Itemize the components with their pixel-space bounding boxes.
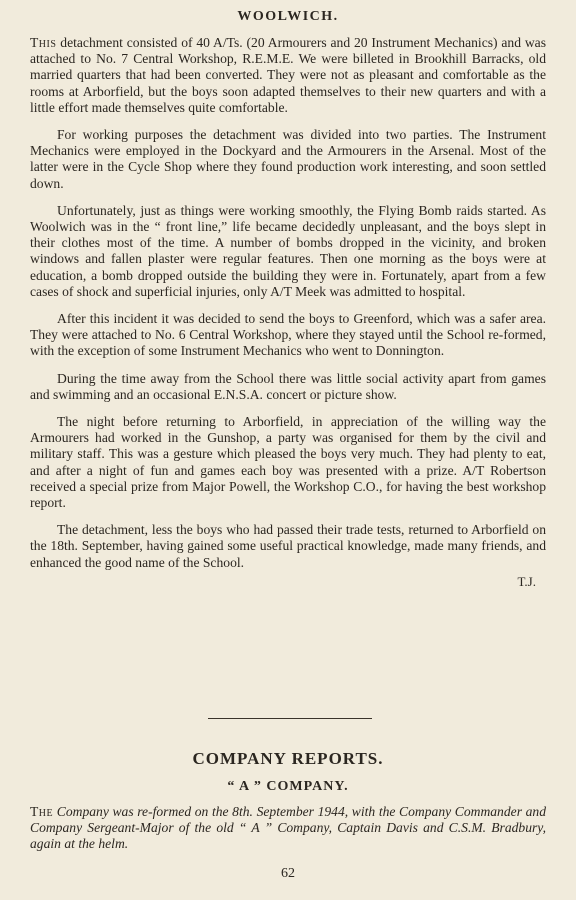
company-paragraph-lead: The: [30, 804, 54, 819]
paragraph-5: During the time away from the School there was little social activity apart from games and swimming and an occasional E.N.S.A. concert or picture show.: [30, 370, 546, 402]
paragraph-2: For working purposes the detachment was divided into two parties. The Instrument Mechanics were employed in the Dockyard and the Armourers in the Arsenal. Most of the latter were in the Cycle Shop where they found production work interesting, and soon settled down.: [30, 127, 546, 191]
woolwich-report-body: [30, 35, 546, 590]
paragraph-4: After this incident it was decided to send the boys to Greenford, which was a safer area. They were attached to No. 6 Central Workshop, where they stayed until the School re-formed, with the exception of some Instrument Mechanics who went to Donnington.: [30, 311, 546, 359]
company-reports-title: COMPANY REPORTS.: [192, 749, 384, 768]
a-company-report-body: [30, 804, 546, 864]
company-paragraph-text: Company was re-formed on the 8th. September 1944, with the Company Commander and Company Sergeant-Major of the old “ A ” Company, Captain Davis and C.S.M. Bradbury, again at the helm.: [30, 804, 546, 852]
paragraph-7: The detachment, less the boys who had passed their trade tests, returned to Arborfield on the 18th. September, having gained some useful practical knowledge, made many friends, and enhanced the good name of the School.: [30, 522, 546, 570]
paragraph-1-text: detachment consisted of 40 A/Ts. (20 Armourers and 20 Instrument Mechanics) and was attached to No. 7 Central Workshop, R.E.M.E. We were billeted in Brookhill Barracks, old married quarters that had been converted. They were not as pleasant and comfortable as the rooms at Arborfield, but the boys soon adapted themselves to their new quarters and with a little effort made themselves quite comfortable.: [30, 35, 546, 115]
section-divider: [208, 718, 372, 719]
paragraph-1-lead: This: [30, 35, 57, 50]
paragraph-1: [30, 35, 546, 116]
section-heading-woolwich: WOOLWICH.: [237, 9, 339, 24]
page-number: 62: [281, 866, 295, 881]
company-paragraph: [30, 804, 546, 853]
paragraph-6: The night before returning to Arborfield, in appreciation of the willing way the Armourers had worked in the Gunshop, a party was organised for them by the civil and military staff. This was a gesture which pleased the boys very much. They had plenty to eat, and after a night of fun and games each boy was presented with a prize. A/T Robertson received a special prize from Major Powell, the Workshop C.O., for having the best workshop report.: [30, 414, 546, 511]
a-company-subtitle: “ A ” COMPANY.: [227, 779, 349, 794]
signature-initials: T.J.: [517, 573, 536, 589]
paragraph-3: Unfortunately, just as things were working smoothly, the Flying Bomb raids started. As Woolwich was in the “ front line,” life became decidedly unpleasant, and the boys slept in their clothes most of the time. A number of bombs dropped in the vicinity, and broken windows and fallen plaster were regular features. Then one morning as the boys were at education, a bomb dropped outside the building they were in. Fortunately, apart from a few cases of shock and superficial injuries, only A/T Meek was admitted to hospital.: [30, 202, 546, 299]
